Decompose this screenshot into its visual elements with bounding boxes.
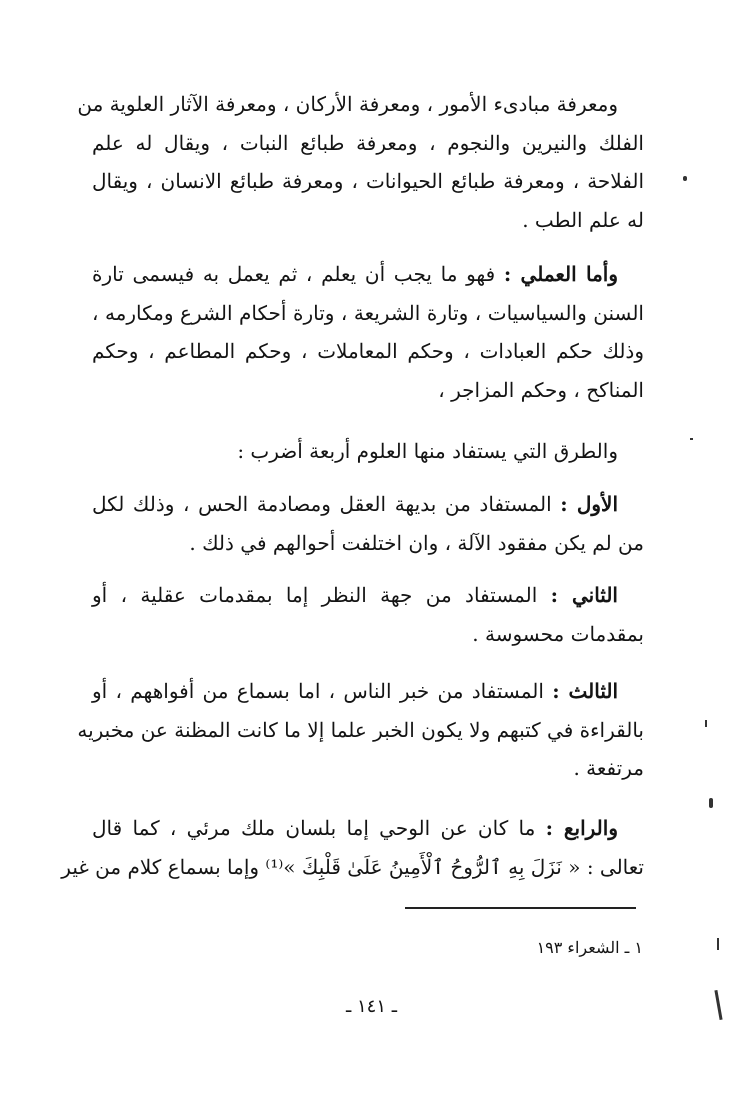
paragraph-heading: وأما العملي : [503,262,619,286]
text-run: فهو ما يجب أن يعلم ، ثم يعمل به فيسمى تارة [92,262,496,286]
paragraph-first-way [92,485,644,562]
scan-speck [705,720,707,727]
text-line: المناكح ، وحكم المزاجر ، [438,377,644,402]
text-run: ما كان عن الوحي إما بلسان ملك مرئي ، كما قال [92,816,536,840]
text-line: وذلك حكم العبادات ، وحكم المعاملات ، وحكم المطاعم ، وحكم [92,339,644,363]
text-line: الفلك والنيرين والنجوم ، ومعرفة طبائع النبات ، ويقال له علم [92,130,644,155]
footnote-divider [405,907,636,909]
scan-speck [690,438,693,440]
paragraph-second-way [92,576,644,653]
text-line: الفلاحة ، ومعرفة طبائع الحيوانات ، ومعرفة طبائع الانسان ، ويقال [92,169,644,193]
paragraph-heading: الثالث : [552,679,619,703]
text-line: بمقدمات محسوسة . [472,621,644,646]
text-run: المستفاد من بديهة العقل ومصادمة الحس ، وذلك لكل [92,492,552,516]
text-line: تعالى : « نَزَلَ بِهِ ٱلرُّوحُ ٱلْأَمِينُ عَلَىٰ قَلْبِكَ »⁽¹⁾ وإما بسماع كلام من غير [61,854,644,879]
text-line: بالقراءة في كتبهم ولا يكون الخبر علما إلا ما كانت المظنة عن مخبريه [77,717,644,742]
paragraph-heading: الثاني : [550,583,618,607]
text-line: له علم الطب . [522,207,644,232]
scan-speck [683,176,687,181]
paragraph-natural-sciences [77,85,644,239]
paragraph-heading: الأول : [560,492,619,516]
text-run: المستفاد من جهة النظر إما بمقدمات عقلية ، أو [92,583,538,607]
footnote: ١ ـ الشعراء ١٩٣ [536,938,643,957]
paragraph-heading: والرابع : [545,816,618,840]
text-run: المستفاد من خبر الناس ، اما بسماع من أفواههم ، أو [92,679,544,703]
text-line: السنن والسياسيات ، وتارة الشريعة ، وتارة أحكام الشرع ومكارمه ، [92,300,644,325]
scan-speck [717,938,719,950]
text-line: مرتفعة . [573,756,644,780]
page-number: ـ ١٤١ ـ [345,996,397,1017]
paragraph-practical-knowledge [92,255,644,409]
text-line: ومعرفة مبادىء الأمور ، ومعرفة الأركان ، ومعرفة الآثار العلوية من [77,92,618,116]
paragraph-ways-of-knowledge [92,432,644,471]
text-line [92,576,644,615]
text-line: من لم يكن مفقود الآلة ، وان اختلفت أحوالهم في ذلك . [189,530,644,555]
text-line [92,672,644,711]
text-line [92,255,644,294]
text-line [92,809,644,848]
scan-speck [709,798,713,808]
paragraph-third-way [77,672,644,788]
paragraph-fourth-way [61,809,644,886]
text-line [92,485,644,524]
text-line: والطرق التي يستفاد منها العلوم أربعة أضرب : [237,439,618,463]
